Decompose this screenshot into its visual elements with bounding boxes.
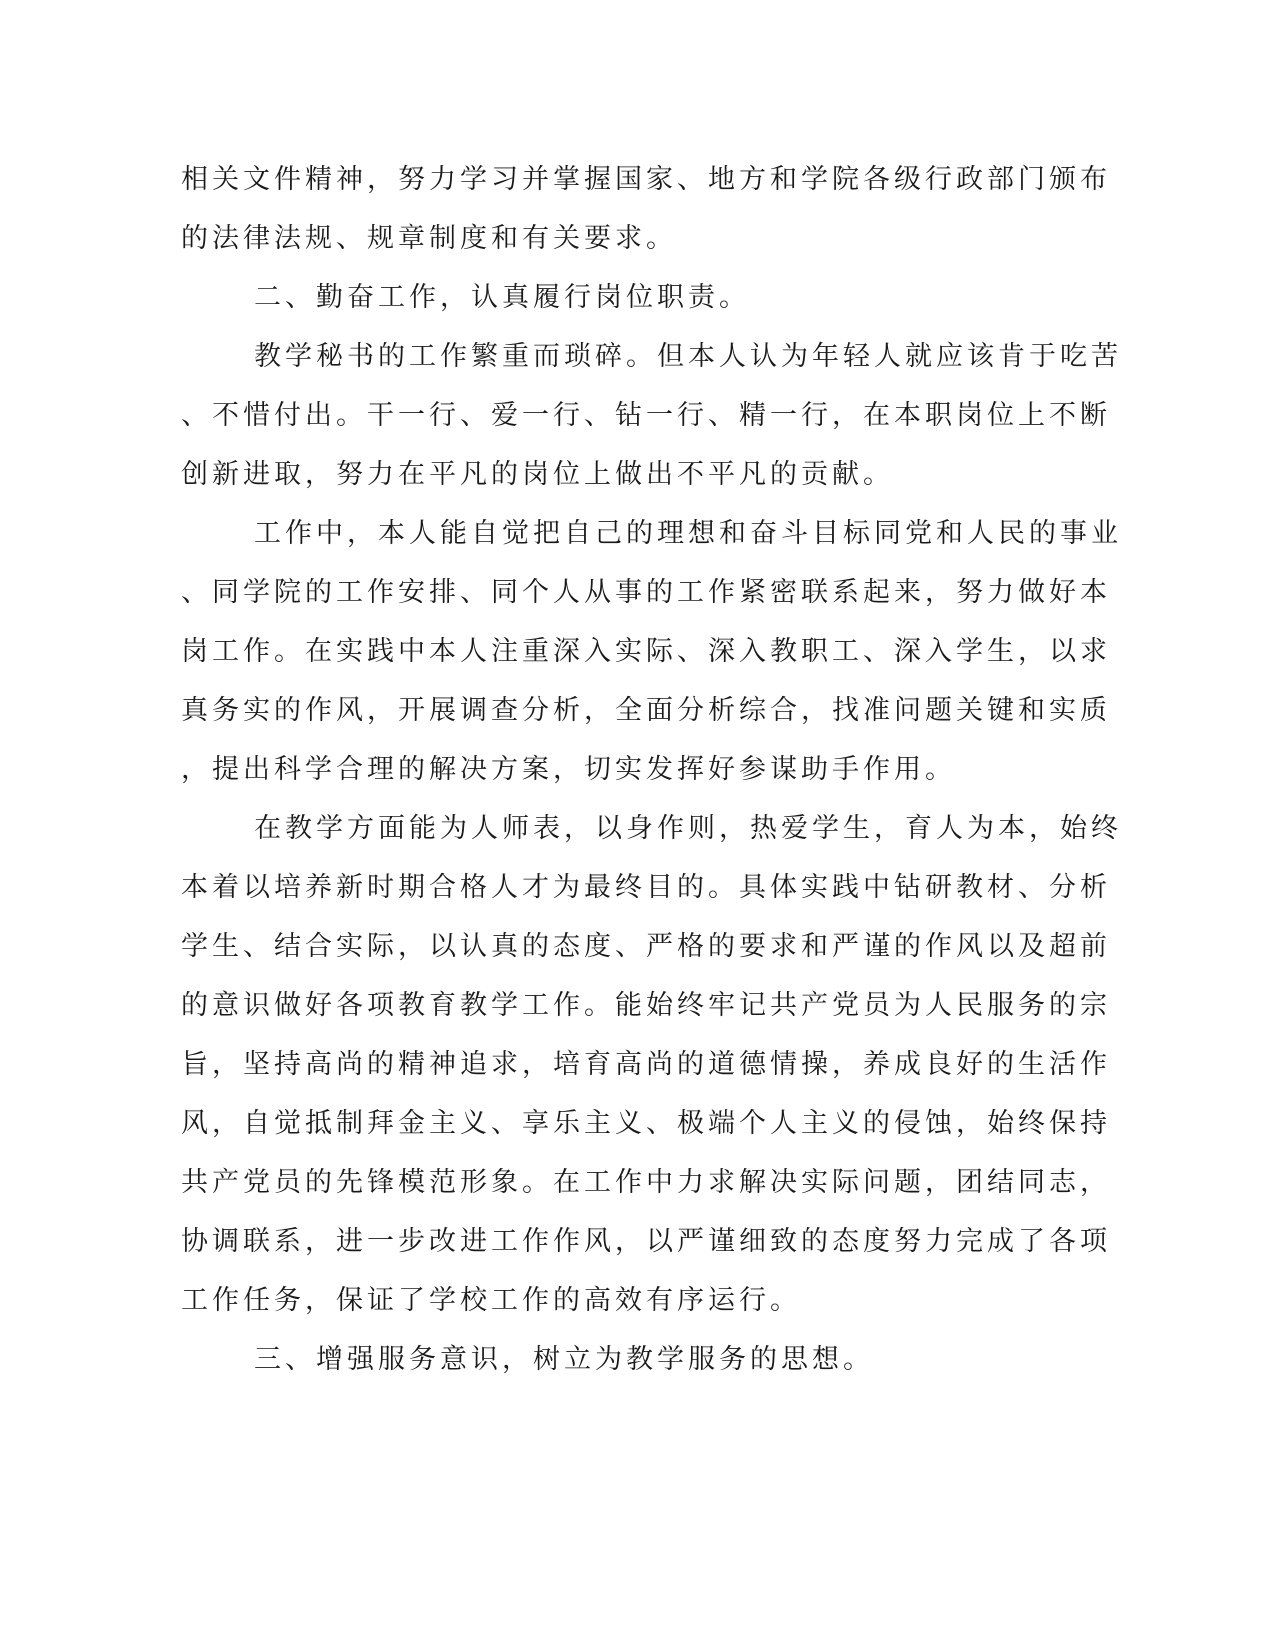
- text-line: 工作中，本人能自觉把自己的理想和奋斗目标同党和人民的事业: [254, 518, 1122, 549]
- text-line: 相关文件精神，努力学习并掌握国家、地方和学院各级行政部门颁布: [181, 164, 1111, 195]
- text-line: 学生、结合实际，以认真的态度、严格的要求和严谨的作风以及超前: [181, 931, 1111, 962]
- document-page: [181, 150, 1122, 1389]
- text-line: 岗工作。在实践中本人注重深入实际、深入教职工、深入学生，以求: [181, 636, 1111, 667]
- text-line: 旨，坚持高尚的精神追求，培育高尚的道德情操，养成良好的生活作: [181, 1049, 1111, 1080]
- text-line: 、不惜付出。干一行、爱一行、钻一行、精一行，在本职岗位上不断: [181, 400, 1111, 431]
- text-line: 的意识做好各项教育教学工作。能始终牢记共产党员为人民服务的宗: [181, 990, 1111, 1021]
- text-line: ，提出科学合理的解决方案，切实发挥好参谋助手作用。: [181, 754, 956, 785]
- text-line: 共产党员的先锋模范形象。在工作中力求解决实际问题，团结同志，: [181, 1167, 1111, 1198]
- text-line: 风，自觉抵制拜金主义、享乐主义、极端个人主义的侵蚀，始终保持: [181, 1108, 1111, 1139]
- text-line: 的法律法规、规章制度和有关要求。: [181, 223, 677, 254]
- section-heading: 二、勤奋工作，认真履行岗位职责。: [254, 282, 750, 313]
- text-line: 在教学方面能为人师表，以身作则，热爱学生，育人为本，始终: [254, 813, 1122, 844]
- text-line: 本着以培养新时期合格人才为最终目的。具体实践中钻研教材、分析: [181, 872, 1111, 903]
- section-heading: 三、增强服务意识，树立为教学服务的思想。: [254, 1344, 874, 1375]
- text-line: 创新进取，努力在平凡的岗位上做出不平凡的贡献。: [181, 459, 894, 490]
- text-line: 协调联系，进一步改进工作作风，以严谨细致的态度努力完成了各项: [181, 1226, 1111, 1257]
- text-line: 真务实的作风，开展调查分析，全面分析综合，找准问题关键和实质: [181, 695, 1111, 726]
- text-line: 教学秘书的工作繁重而琐碎。但本人认为年轻人就应该肯于吃苦: [254, 341, 1122, 372]
- text-line: 、同学院的工作安排、同个人从事的工作紧密联系起来，努力做好本: [181, 577, 1111, 608]
- text-line: 工作任务，保证了学校工作的高效有序运行。: [181, 1285, 801, 1316]
